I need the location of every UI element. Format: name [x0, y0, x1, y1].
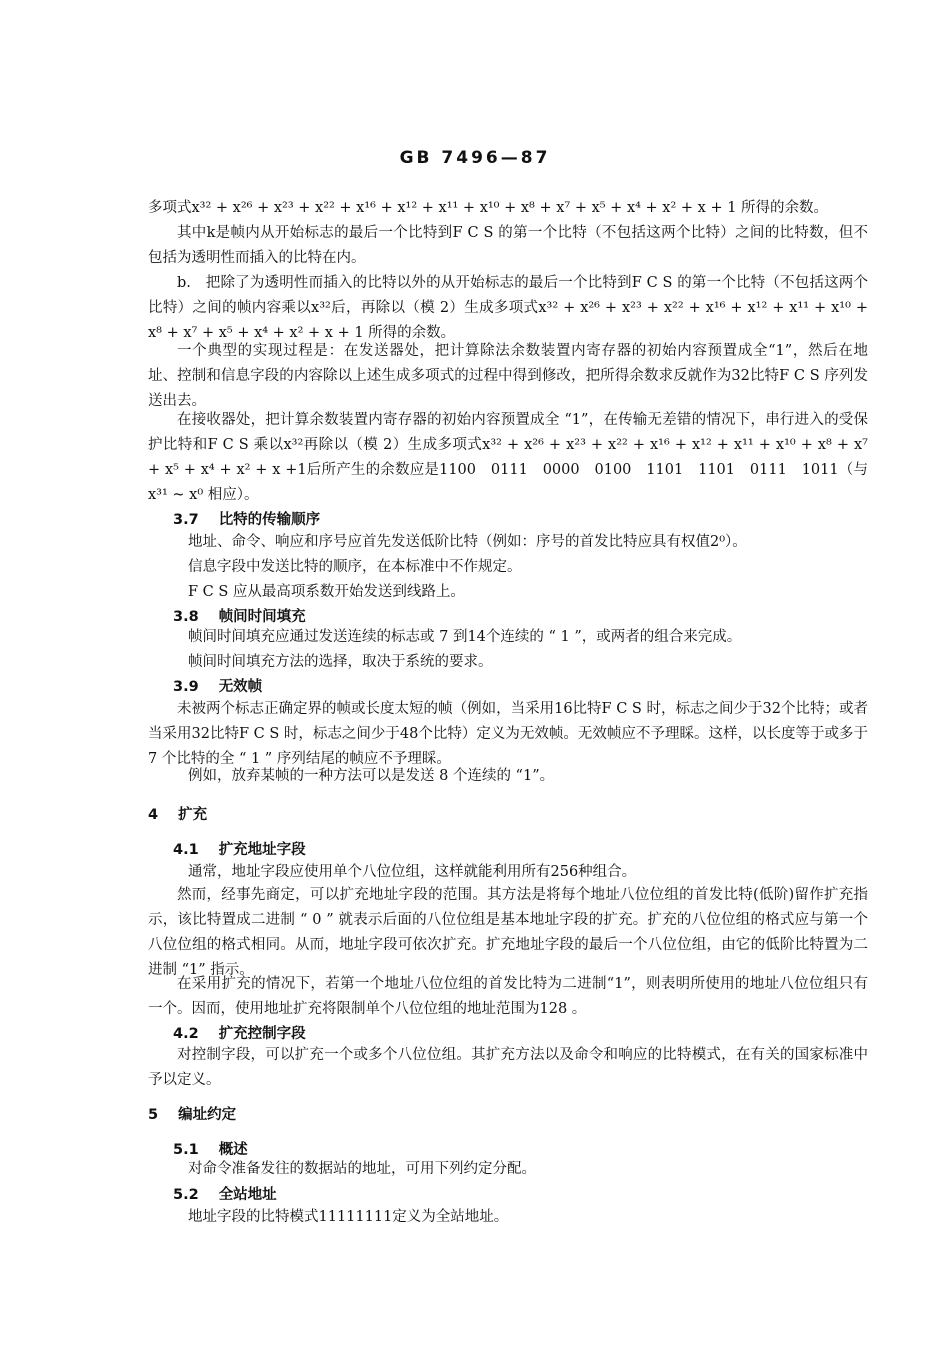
- section-5-2-heading: [173, 1183, 277, 1204]
- s4-1-paragraph-1: 通常，地址字段应使用单个八位位组，这样就能利用所有256种组合。: [188, 864, 637, 880]
- page-header: GB 7496—87: [399, 148, 551, 168]
- section-title: 帧间时间填充: [218, 609, 306, 625]
- paragraph-receiver: 在接收器处，把计算余数装置内寄存器的初始内容预置成全 “1”，在传输无差错的情况下，串行进入的受保护比特和F C S 乘以x³²再除以（模 2）生成多项式x³² + x²⁶ + x²³ + x²² + x¹⁶ + x¹² + x¹¹ + x¹⁰ + x⁸ + x⁷ + x⁵ + x⁴ + x² + x +1后所产生的余数应是1100 0111 0000 0100 1101 1101 0111 1011（与x³¹ ~ x⁰ 相应）。: [148, 412, 868, 503]
- paragraph-typical: 一个典型的实现过程是：在发送器处，把计算除法余数装置内寄存器的初始内容预置成全“1”，然后在地址、控制和信息字段的内容除以上述生成多项式的过程中得到修改，把所得余数求反就作为32比特F C S 序列发送出去。: [148, 343, 868, 409]
- s3-9-paragraph-1: 未被两个标志正确定界的帧或长度太短的帧（例如，当采用16比特F C S 时，标志之间少于32个比特；或者当采用32比特F C S 时，标志之间少于48个比特）定义为无效帧。无效帧应不予理睬。这样，以长度等于或多于 7 个比特的全 “ 1 ” 序列结尾的帧应不予理睬。: [148, 701, 868, 767]
- section-number: 3.7: [173, 512, 199, 528]
- section-number: 5.2: [173, 1187, 199, 1203]
- s3-8-paragraph-2: 帧间时间填充方法的选择，取决于系统的要求。: [188, 654, 493, 670]
- section-title: 无效帧: [218, 679, 263, 695]
- section-number: 4: [148, 807, 159, 823]
- s3-8-paragraph-1: 帧间时间填充应通过发送连续的标志或 7 到14个连续的 “ 1 ”，或两者的组合来完成。: [188, 629, 742, 645]
- s4-1-paragraph-3: 在采用扩充的情况下，若第一个地址八位位组的首发比特为二进制“1”，则表明所使用的地址八位位组只有一个。因而，使用地址扩充将限制单个八位位组的地址范围为128 。: [148, 976, 868, 1017]
- section-title: 扩充: [178, 807, 208, 823]
- section-number: 4.1: [173, 842, 199, 858]
- section-4-1-heading: [173, 838, 306, 859]
- section-title: 全站地址: [218, 1187, 277, 1203]
- s3-7-paragraph-1: 地址、命令、响应和序号应首先发送低阶比特（例如：序号的首发比特应具有权值2⁰）。: [188, 534, 747, 550]
- section-title: 概述: [218, 1142, 248, 1158]
- section-3-8-heading: [173, 605, 306, 626]
- paragraph-b: b. 把除了为透明性而插入的比特以外的从开始标志的最后一个比特到F C S 的第一个比特（不包括这两个比特）之间的帧内容乘以x³²后，再除以（模 2）生成多项式x³² + x²⁶ + x²³ + x²² + x¹⁶ + x¹² + x¹¹ + x¹⁰ + x⁸ + x⁷ + x⁵ + x⁴ + x² + x + 1 所得的余数。: [148, 275, 868, 341]
- section-number: 3.9: [173, 679, 199, 695]
- section-number: 5: [148, 1107, 159, 1123]
- s5-1-paragraph-1: 对命令准备发往的数据站的地址，可用下列约定分配。: [188, 1161, 536, 1177]
- section-4-heading: [148, 803, 207, 824]
- s3-9-paragraph-2: 例如，放弃某帧的一种方法可以是发送 8 个连续的 “1”。: [188, 768, 555, 784]
- section-title: 扩充地址字段: [218, 842, 306, 858]
- section-5-heading: [148, 1103, 236, 1124]
- section-number: 3.8: [173, 609, 199, 625]
- section-number: 4.2: [173, 1026, 199, 1042]
- s3-7-paragraph-3: F C S 应从最高项系数开始发送到线路上。: [188, 584, 465, 600]
- section-number: 5.1: [173, 1142, 199, 1158]
- polynomial-line: 多项式x³² + x²⁶ + x²³ + x²² + x¹⁶ + x¹² + x¹¹ + x¹⁰ + x⁸ + x⁷ + x⁵ + x⁴ + x² + x + 1 所得的余数。: [148, 200, 829, 216]
- s4-1-paragraph-2: 然而，经事先商定，可以扩充地址字段的范围。其方法是将每个地址八位位组的首发比特(低阶)留作扩充指示，该比特置成二进制 “ 0 ” 就表示后面的八位位组是基本地址字段的扩充。扩充的八位位组的格式应与第一个八位位组的格式相同。从而，地址字段可依次扩充。扩充地址字段的最后一个八位位组，由它的低阶比特置为二进制 “1” 指示。: [148, 887, 868, 978]
- s4-2-paragraph-1: 对控制字段，可以扩充一个或多个八位位组。其扩充方法以及命令和响应的比特模式，在有关的国家标准中予以定义。: [148, 1047, 868, 1088]
- section-5-1-heading: [173, 1138, 248, 1159]
- paragraph-k: 其中k是帧内从开始标志的最后一个比特到F C S 的第一个比特（不包括这两个比特）之间的比特数，但不包括为透明性而插入的比特在内。: [148, 225, 868, 266]
- s3-7-paragraph-2: 信息字段中发送比特的顺序，在本标准中不作规定。: [188, 559, 522, 575]
- section-title: 扩充控制字段: [218, 1026, 306, 1042]
- section-title: 编址约定: [178, 1107, 237, 1123]
- s5-2-paragraph-1: 地址字段的比特模式11111111定义为全站地址。: [188, 1209, 509, 1225]
- section-title: 比特的传输顺序: [218, 512, 321, 528]
- section-4-2-heading: [173, 1022, 306, 1043]
- section-3-9-heading: [173, 675, 262, 696]
- section-3-7-heading: [173, 508, 320, 529]
